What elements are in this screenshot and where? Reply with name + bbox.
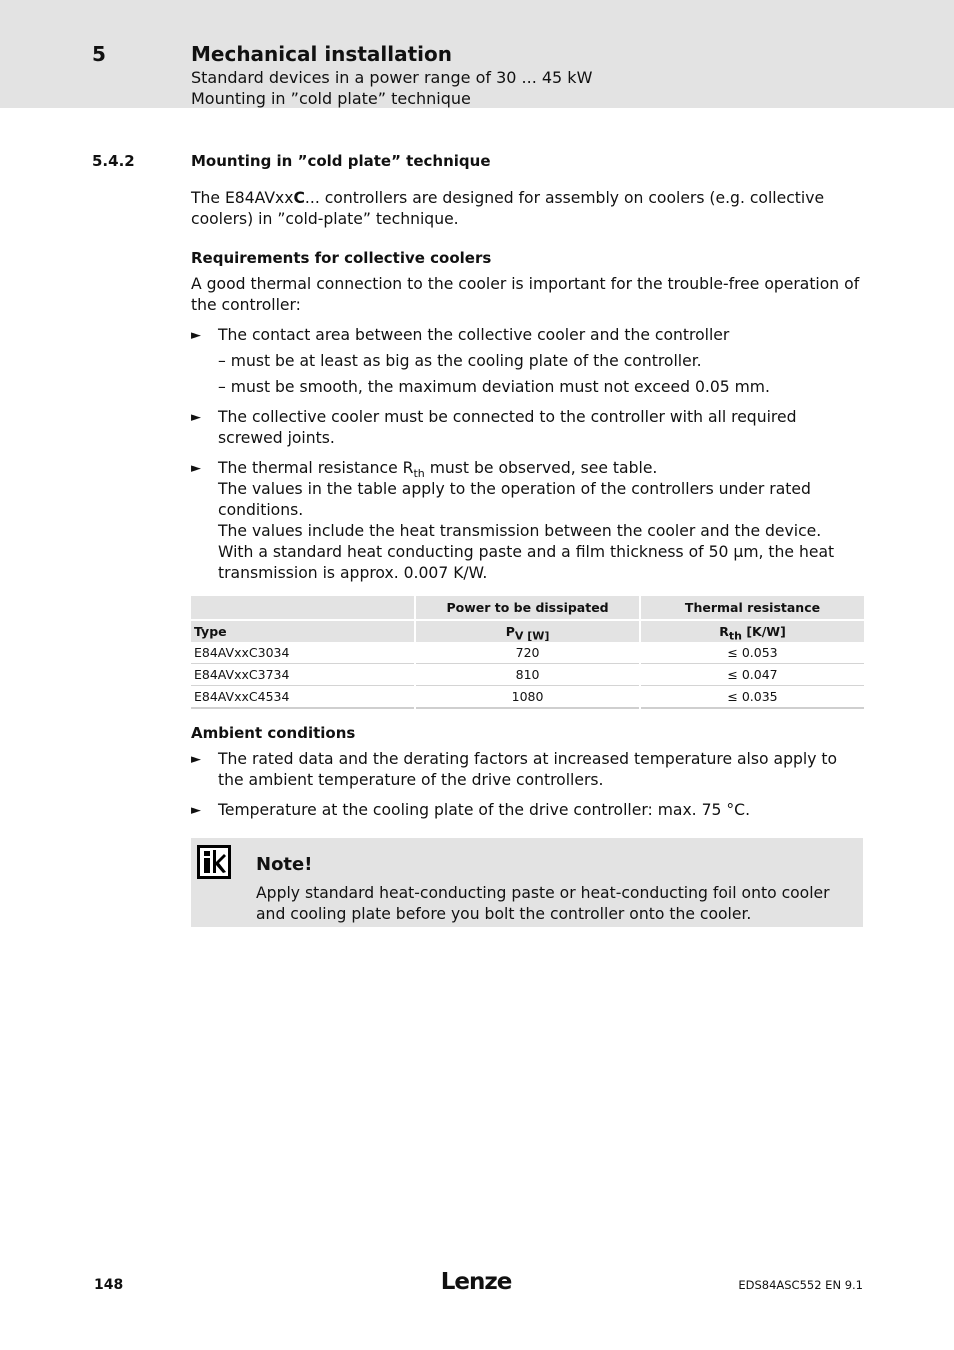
section-title: Mounting in ”cold plate” technique — [191, 152, 491, 170]
bullet-contact-area: ► The contact area between the collective cooler and the controller — [191, 326, 730, 344]
requirements-text: A good thermal connection to the cooler is important for the trouble-free operation of the controller: — [191, 275, 860, 314]
intro-paragraph: The E84AVxxC... controllers are designed for assembly on coolers (e.g. collective coolers) in ”cold-plate” technique. — [191, 189, 825, 228]
bullet-cooling-plate-temperature: ► Temperature at the cooling plate of the drive controller: max. 75 °C. — [191, 801, 751, 819]
header-power-group: Power to be dissipated — [416, 596, 639, 621]
main-content — [191, 188, 866, 821]
table-row — [191, 686, 864, 709]
bullet-rated-data: ► The rated data and the derating factors at increased temperature also apply to the ambient temperature of the drive controllers. — [191, 750, 838, 789]
header-power: $P_{V [W]}$ — [416, 621, 639, 642]
header-rth: $R_{th}$ [K/W] — [641, 621, 864, 642]
page-header — [0, 0, 954, 108]
cell-type: E84AVxxC3734 — [191, 664, 414, 686]
sub-item-smooth: – must be smooth, the maximum deviation must not exceed 0.05 mm. — [218, 378, 770, 396]
bullet-arrow-icon: ► — [191, 328, 201, 343]
cell-type: E84AVxxC4534 — [191, 686, 414, 709]
table-row — [191, 664, 864, 686]
header-thermal-group: Thermal resistance — [641, 596, 864, 621]
bullet-arrow-icon: ► — [191, 461, 201, 476]
bullet-thermal-resistance: ► The thermal resistance $R_{th}$ must be observed, see table. The values in the table apply to the operation of the controllers under rated conditions. The values include the heat transmission between the cooler and the device. With a standard heat conducting paste and a film thickness of 50 µm, the heat transmission is approx. 0.007 K/W. — [191, 459, 835, 582]
bullet-arrow-icon: ► — [191, 803, 201, 818]
note-title: Note! — [256, 854, 313, 875]
lenze-logo — [438, 1266, 514, 1296]
header-type: Type — [191, 621, 414, 642]
cell-type: E84AVxxC3034 — [191, 642, 414, 664]
bullet-screwed-joints: ► The collective cooler must be connected to the controller with all required screwed joints. — [191, 408, 797, 447]
chapter-title: Mechanical installation — [191, 42, 452, 66]
cell-rth: ≤ 0.053 — [641, 642, 864, 664]
thermal-resistance-table — [189, 596, 866, 709]
bullet-arrow-icon: ► — [191, 752, 201, 767]
table-corner-cell — [191, 596, 414, 621]
info-icon — [197, 845, 231, 879]
table-row — [191, 642, 864, 664]
svg-text:Lenze: Lenze — [440, 1269, 512, 1295]
cell-rth: ≤ 0.035 — [641, 686, 864, 709]
chapter-number: 5 — [92, 42, 106, 66]
cell-rth: ≤ 0.047 — [641, 664, 864, 686]
note-box — [191, 838, 863, 927]
section-number: 5.4.2 — [92, 152, 135, 170]
cell-power: 810 — [416, 664, 639, 686]
header-subtitle-mounting: Mounting in ”cold plate” technique — [191, 89, 471, 108]
cell-power: 720 — [416, 642, 639, 664]
bullet-arrow-icon: ► — [191, 410, 201, 425]
sub-item-size: – must be at least as big as the cooling plate of the controller. — [218, 352, 702, 370]
page-number: 148 — [94, 1277, 124, 1293]
cell-power: 1080 — [416, 686, 639, 709]
document-id: EDS84ASC552 EN 9.1 — [738, 1278, 863, 1292]
ambient-heading: Ambient conditions — [191, 724, 356, 742]
note-text: Apply standard heat-conducting paste or heat-conducting foil onto cooler and cooling plate before you bolt the controller onto the cooler. — [256, 884, 830, 923]
header-subtitle-power: Standard devices in a power range of 30 ... 45 kW — [191, 68, 593, 87]
requirements-heading: Requirements for collective coolers — [191, 249, 492, 267]
